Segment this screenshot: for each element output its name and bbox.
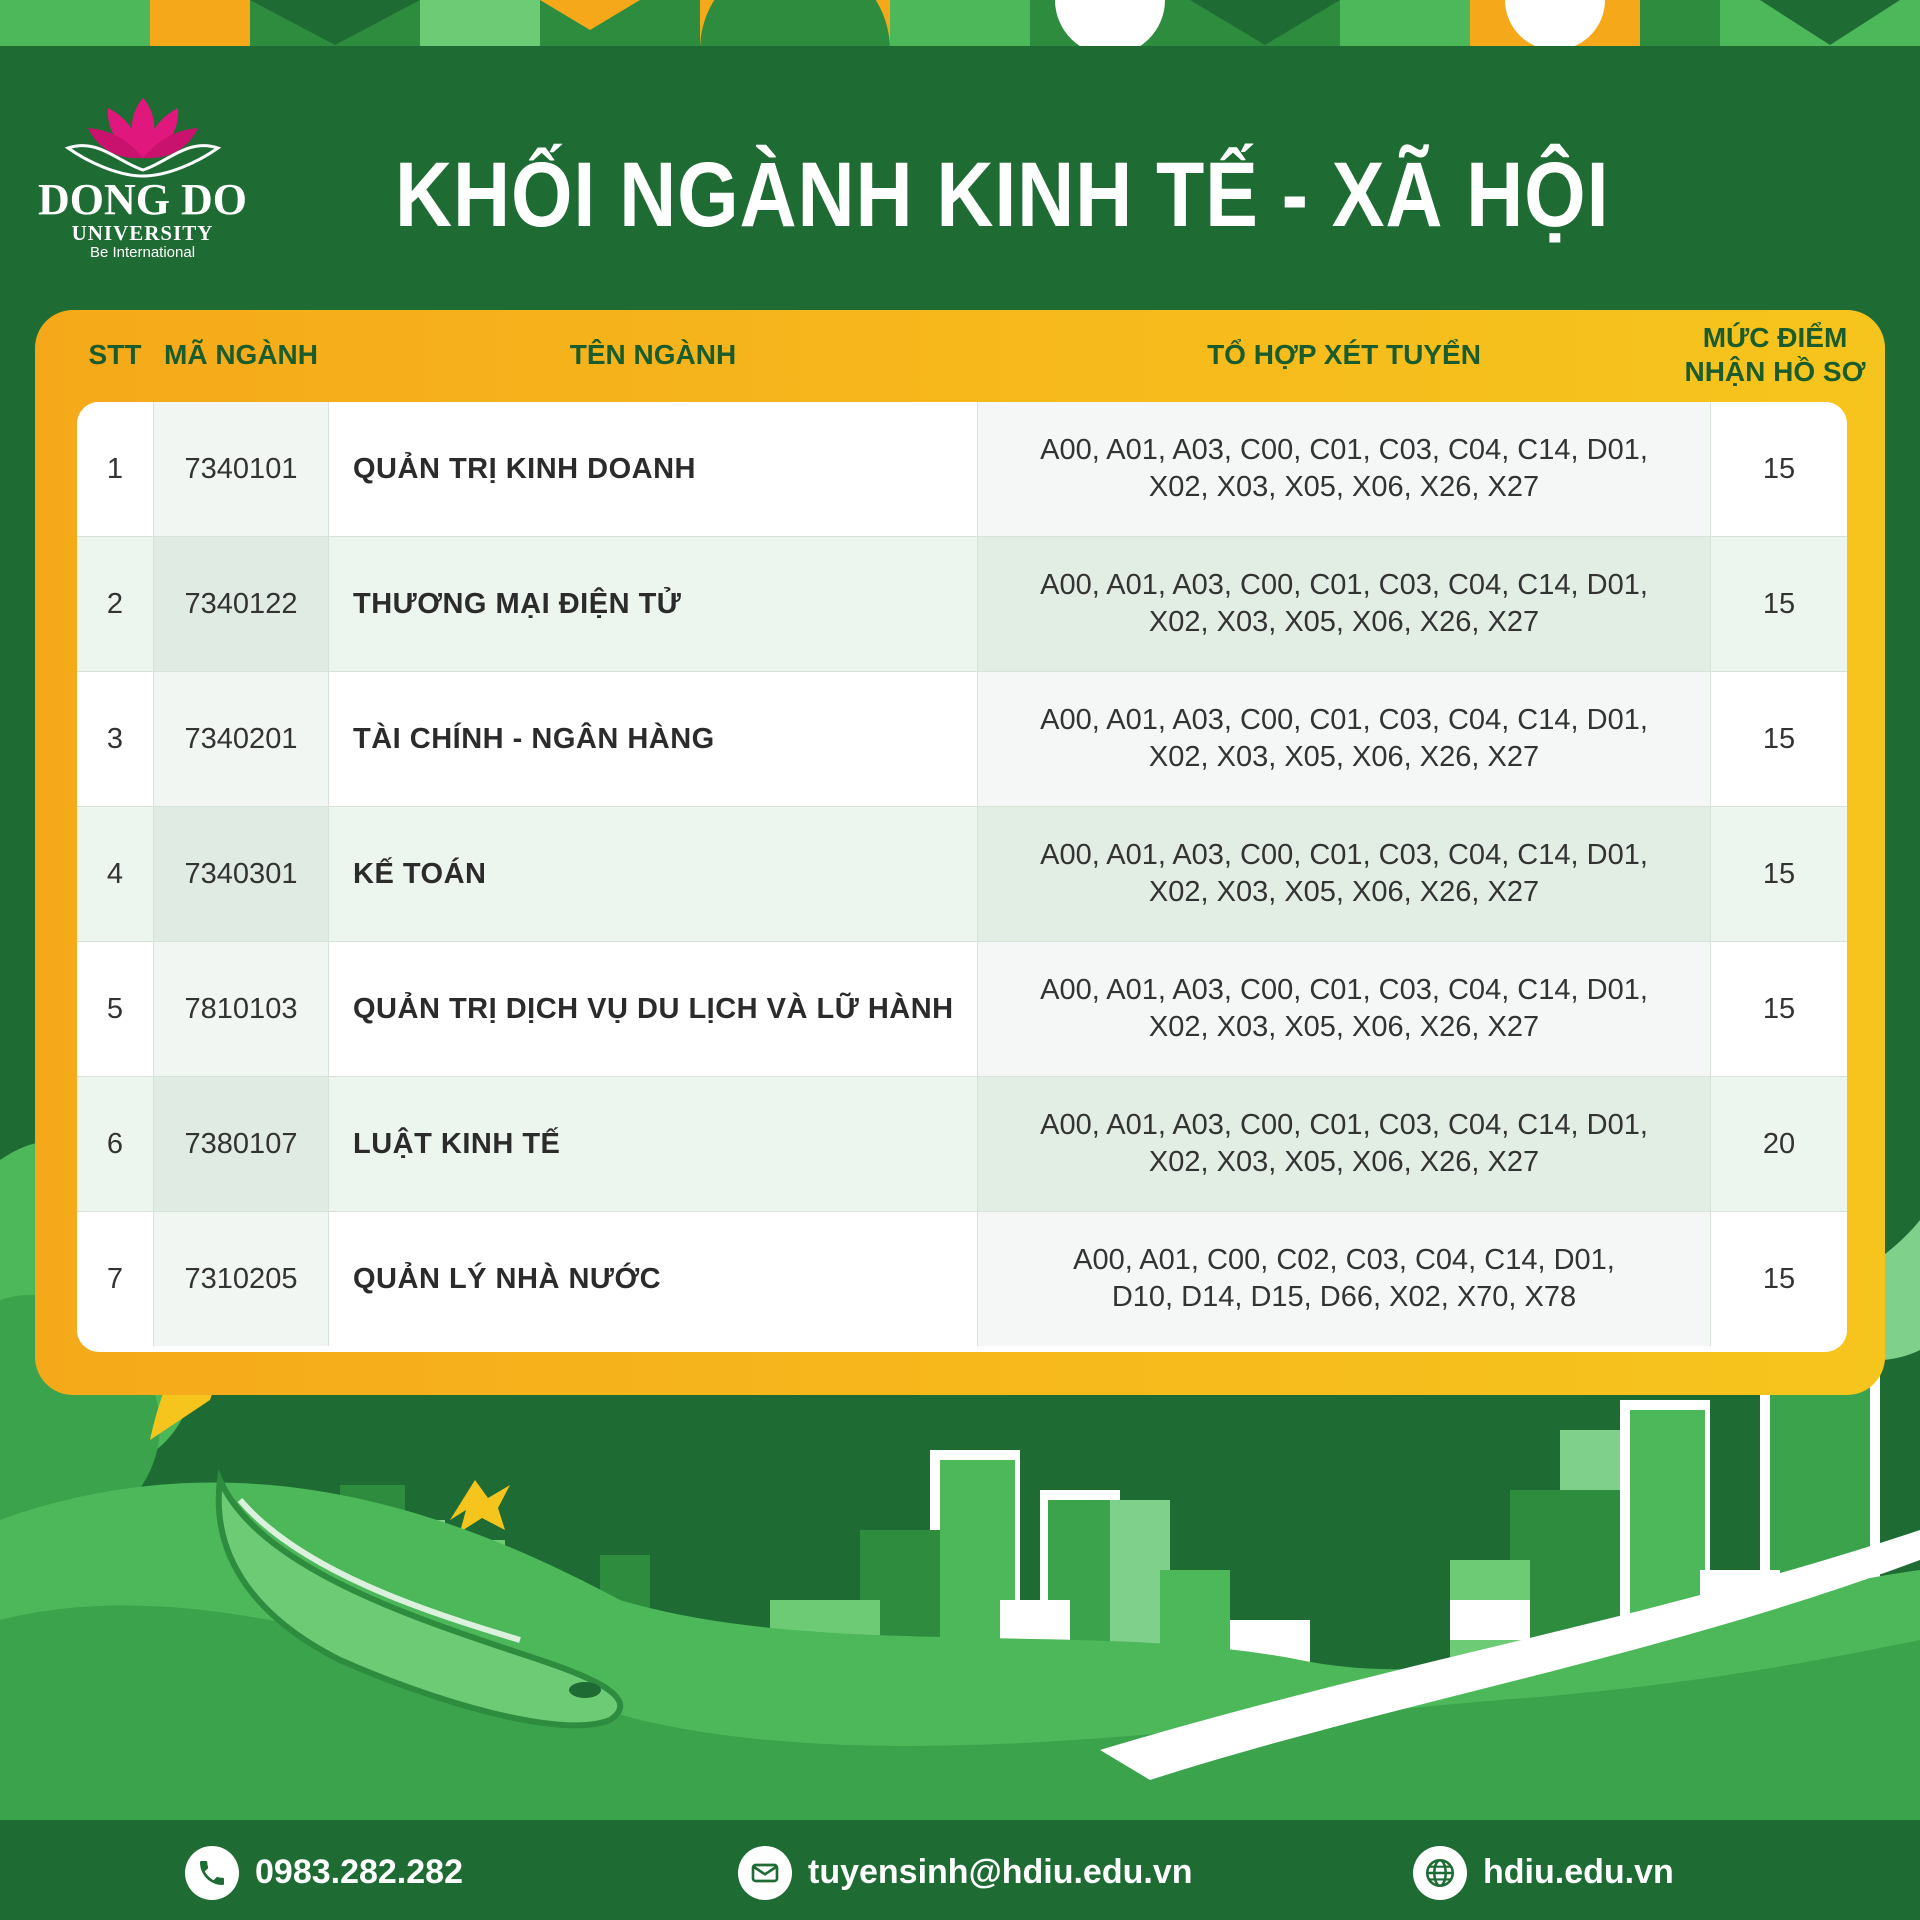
row-combo-line2: X02, X03, X05, X06, X26, X27 <box>1148 606 1540 638</box>
row-code: 7340201 <box>153 672 329 806</box>
row-score: 15 <box>1762 992 1796 1025</box>
row-stt: 3 <box>106 722 124 755</box>
row-score: 15 <box>1762 857 1796 890</box>
row-combo <box>977 807 1711 941</box>
row-combo-line2: X02, X03, X05, X06, X26, X27 <box>1148 1146 1540 1178</box>
row-name: LUẬT KINH TẾ <box>353 1127 561 1160</box>
lotus-icon <box>58 90 228 178</box>
row-combo <box>977 1077 1711 1211</box>
row-name: QUẢN TRỊ KINH DOANH <box>353 452 696 485</box>
row-combo-line2: X02, X03, X05, X06, X26, X27 <box>1148 1011 1540 1043</box>
admission-table-card <box>35 310 1885 1395</box>
table-header <box>35 310 1885 400</box>
header-code: MÃ NGÀNH <box>164 339 318 370</box>
row-name: TÀI CHÍNH - NGÂN HÀNG <box>353 722 715 755</box>
row-combo-line1: A00, A01, A03, C00, C01, C03, C04, C14, D01, <box>1040 1109 1648 1141</box>
row-stt: 5 <box>106 992 124 1025</box>
row-combo-line2: X02, X03, X05, X06, X26, X27 <box>1148 741 1540 773</box>
row-combo <box>977 1212 1711 1346</box>
table-row <box>77 942 1847 1077</box>
row-code: 7340101 <box>153 402 329 536</box>
row-combo-line1: A00, A01, C00, C02, C03, C04, C14, D01, <box>1073 1244 1615 1276</box>
row-combo-line1: A00, A01, A03, C00, C01, C03, C04, C14, D01, <box>1040 569 1648 601</box>
table-row <box>77 1077 1847 1212</box>
footer-website[interactable] <box>1413 1825 1674 1920</box>
row-stt: 6 <box>106 1127 124 1160</box>
header-combo: TỔ HỢP XÉT TUYỂN <box>1207 339 1481 370</box>
footer-website-text: hdiu.edu.vn <box>1483 1853 1674 1891</box>
header-stt: STT <box>88 339 142 370</box>
row-code: 7340122 <box>153 537 329 671</box>
row-name: QUẢN TRỊ DỊCH VỤ DU LỊCH VÀ LỮ HÀNH <box>353 992 954 1025</box>
logo-subtitle: UNIVERSITY <box>71 221 214 245</box>
row-code: 7380107 <box>153 1077 329 1211</box>
row-combo-line1: A00, A01, A03, C00, C01, C03, C04, C14, D01, <box>1040 704 1648 736</box>
row-code: 7310205 <box>153 1212 329 1346</box>
footer-phone[interactable] <box>185 1825 463 1920</box>
logo-name: DONG DO <box>38 175 247 224</box>
row-combo-line1: A00, A01, A03, C00, C01, C03, C04, C14, D01, <box>1040 974 1648 1006</box>
table-row <box>77 537 1847 672</box>
row-stt: 2 <box>106 587 124 620</box>
globe-icon <box>1413 1846 1467 1900</box>
row-combo <box>977 537 1711 671</box>
row-stt: 7 <box>106 1262 124 1295</box>
header-name: TÊN NGÀNH <box>569 339 737 370</box>
header-score-line2: NHẬN HỒ SƠ <box>1684 356 1866 387</box>
row-score: 15 <box>1762 587 1796 620</box>
table-row <box>77 402 1847 537</box>
row-combo-line1: A00, A01, A03, C00, C01, C03, C04, C14, D01, <box>1040 839 1648 871</box>
top-pattern-band <box>0 0 1920 50</box>
row-combo <box>977 942 1711 1076</box>
row-score: 20 <box>1762 1127 1796 1160</box>
row-score: 15 <box>1762 1262 1796 1295</box>
header-score-line1: MỨC ĐIỂM <box>1702 322 1848 353</box>
row-combo <box>977 672 1711 806</box>
logo-tagline: Be International <box>89 244 196 261</box>
row-stt: 4 <box>106 857 124 890</box>
table-row <box>77 807 1847 942</box>
row-score: 15 <box>1762 452 1796 485</box>
page-title: KHỐI NGÀNH KINH TẾ - XÃ HỘI <box>395 144 1610 246</box>
row-combo <box>977 402 1711 536</box>
row-combo-line1: A00, A01, A03, C00, C01, C03, C04, C14, D01, <box>1040 434 1648 466</box>
row-combo-line2: D10, D14, D15, D66, X02, X70, X78 <box>1111 1281 1577 1313</box>
contact-footer <box>0 1825 1920 1920</box>
row-combo-line2: X02, X03, X05, X06, X26, X27 <box>1148 876 1540 908</box>
row-name: THƯƠNG MẠI ĐIỆN TỬ <box>353 587 682 620</box>
row-stt: 1 <box>106 452 124 485</box>
footer-phone-text: 0983.282.282 <box>255 1853 463 1891</box>
row-code: 7340301 <box>153 807 329 941</box>
phone-icon <box>185 1846 239 1900</box>
university-logo <box>30 90 255 280</box>
row-name: QUẢN LÝ NHÀ NƯỚC <box>353 1262 662 1295</box>
row-score: 15 <box>1762 722 1796 755</box>
footer-email[interactable] <box>738 1825 1193 1920</box>
footer-email-text: tuyensinh@hdiu.edu.vn <box>808 1853 1193 1891</box>
table-row <box>77 1212 1847 1346</box>
table-body <box>77 402 1847 1352</box>
header-score <box>1675 310 1875 400</box>
row-name: KẾ TOÁN <box>353 857 487 890</box>
row-combo-line2: X02, X03, X05, X06, X26, X27 <box>1148 471 1540 503</box>
row-code: 7810103 <box>153 942 329 1076</box>
mail-icon <box>738 1846 792 1900</box>
table-row <box>77 672 1847 807</box>
